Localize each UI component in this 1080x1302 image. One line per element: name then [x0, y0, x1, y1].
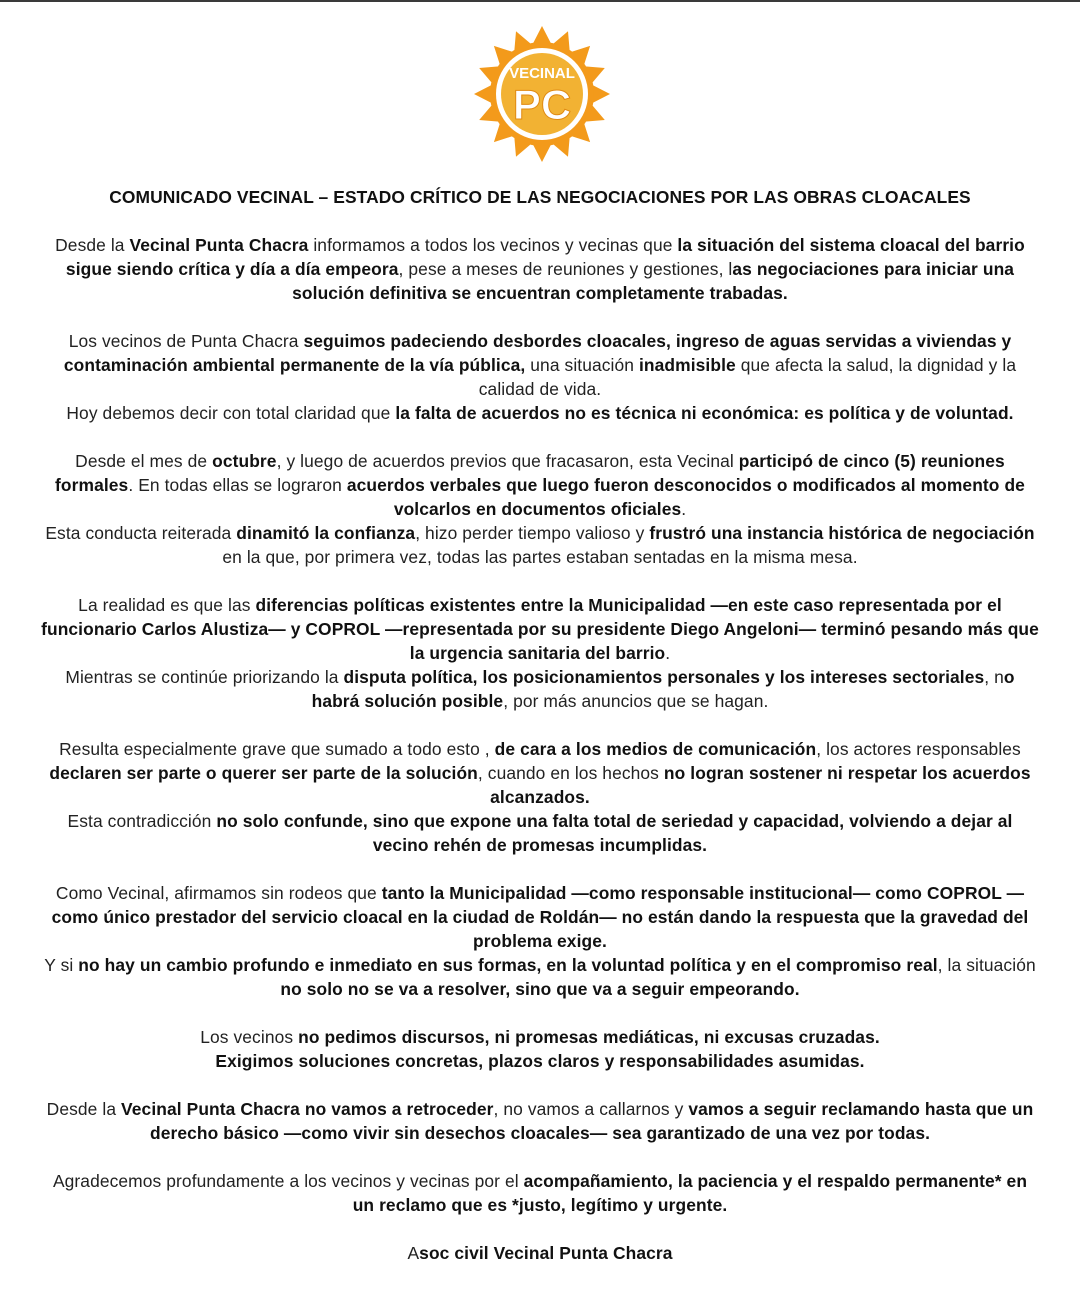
bold-text: no solo no se va a resolver, sino que va a seguir empeorando. — [280, 979, 800, 999]
text-run: que afecta la salud, la dignidad y la calidad de vida. — [478, 355, 1017, 399]
text-run: . — [681, 499, 687, 519]
document-body — [40, 233, 1040, 1265]
bold-text: disputa política, los posicionamientos personales y los intereses sectoriales — [343, 667, 985, 687]
paragraph — [40, 401, 1040, 425]
text-run: , por más anuncios que se hagan. — [503, 691, 769, 711]
paragraph — [40, 449, 1040, 521]
bold-text: soc civil Vecinal Punta Chacra — [419, 1243, 673, 1263]
paragraph — [40, 881, 1040, 953]
text-run: , y luego de acuerdos previos que fracasaron, esta Vecinal — [276, 451, 739, 471]
paragraph — [40, 1049, 1040, 1073]
text-run: , n — [984, 667, 1004, 687]
paragraph — [40, 1097, 1040, 1145]
bold-text: acuerdos verbales que luego fueron desconocidos o modificados al momento de volcarlos en documentos oficiales — [346, 475, 1025, 519]
bold-text: acompañamiento, la paciencia y el respaldo permanente* en un reclamo que es *justo, legítimo y urgente. — [352, 1171, 1028, 1215]
text-run: , pese a meses de reuniones y gestiones, l — [398, 259, 733, 279]
bold-text: declaren ser parte o querer ser parte de la solución — [49, 763, 478, 783]
text-run: A — [407, 1243, 420, 1263]
text-run: Desde la — [55, 235, 130, 255]
paragraph — [40, 233, 1040, 305]
text-run: Los vecinos — [200, 1027, 299, 1047]
vecinal-pc-logo — [472, 24, 612, 164]
text-run: , hizo perder tiempo valioso y — [415, 523, 650, 543]
text-run: La realidad es que las — [78, 595, 256, 615]
paragraph — [40, 1169, 1040, 1217]
bold-text: seguimos padeciendo desbordes cloacales, ingreso de aguas servidas a viviendas y contaminación ambiental permanente de la vía pública, — [63, 331, 1012, 375]
text-run: Hoy debemos decir con total claridad que — [66, 403, 396, 423]
bold-text: tanto la Municipalidad —como responsable institucional— como COPROL —como único prestador del servicio cloacal en la ciudad de Roldán— no están dando la respuesta que la gravedad del problema exige. — [51, 883, 1029, 951]
bold-text: inadmisible — [639, 355, 736, 375]
paragraph — [40, 665, 1040, 713]
bold-text: de cara a los medios de comunicación — [494, 739, 817, 759]
paragraph — [40, 953, 1040, 1001]
text-run: Mientras se continúe priorizando la — [65, 667, 344, 687]
text-run: Esta conducta reiterada — [45, 523, 237, 543]
bold-text: Vecinal Punta Chacra no vamos a retroceder — [121, 1099, 494, 1119]
bold-text: no logran sostener ni respetar los acuerdos alcanzados. — [490, 763, 1031, 807]
paragraph — [40, 329, 1040, 401]
text-run: , los actores responsables — [816, 739, 1021, 759]
text-run: Agradecemos profundamente a los vecinos y vecinas por el — [52, 1171, 524, 1191]
text-run: , la situación — [937, 955, 1036, 975]
text-run: Y si — [44, 955, 79, 975]
text-run: Los vecinos de Punta Chacra — [68, 331, 304, 351]
text-run: una situación — [525, 355, 639, 375]
text-run: . — [665, 643, 671, 663]
text-run: Desde la — [46, 1099, 122, 1119]
bold-text: Exigimos soluciones concretas, plazos claros y responsabilidades asumidas. — [215, 1051, 865, 1071]
top-border — [0, 0, 1080, 2]
document-title: COMUNICADO VECINAL – ESTADO CRÍTICO DE LAS NEGOCIACIONES POR LAS OBRAS CLOACALES — [109, 187, 971, 207]
text-run: Resulta especialmente grave que sumado a todo esto , — [59, 739, 495, 759]
paragraph — [40, 809, 1040, 857]
text-run: Desde el mes de — [75, 451, 213, 471]
text-run: en la que, por primera vez, todas las partes estaban sentadas en la misma mesa. — [222, 547, 858, 567]
text-run: . En todas ellas se lograron — [128, 475, 347, 495]
bold-text: octubre — [212, 451, 277, 471]
logo-label-top: VECINAL — [509, 65, 575, 82]
bold-text: dinamitó la confianza — [236, 523, 416, 543]
bold-text: as negociaciones para iniciar una solución definitiva se encuentran completamente trabadas. — [292, 259, 1015, 303]
text-run: , no vamos a callarnos y — [493, 1099, 689, 1119]
bold-text: Vecinal Punta Chacra — [129, 235, 309, 255]
text-run: Como Vecinal, afirmamos sin rodeos que — [55, 883, 382, 903]
bold-text: no pedimos discursos, ni promesas mediáticas, ni excusas cruzadas. — [298, 1027, 880, 1047]
bold-text: la situación del sistema cloacal del barrio sigue siendo crítica y día a día empeora — [65, 235, 1025, 279]
paragraph — [40, 593, 1040, 665]
paragraph — [40, 737, 1040, 809]
bold-text: la falta de acuerdos no es técnica ni económica: es política y de voluntad. — [395, 403, 1014, 423]
text-run: informamos a todos los vecinos y vecinas que — [308, 235, 678, 255]
paragraph — [40, 521, 1040, 569]
text-run: , cuando en los hechos — [477, 763, 664, 783]
logo-label-main: PC — [512, 81, 572, 128]
bold-text: frustró una instancia histórica de negociación — [649, 523, 1035, 543]
communique — [40, 185, 1040, 1265]
paragraph — [40, 1025, 1040, 1049]
text-run: Esta contradicción — [67, 811, 217, 831]
paragraph — [40, 1241, 1040, 1265]
bold-text: no solo confunde, sino que expone una falta total de seriedad y capacidad, volviendo a dejar al vecino rehén de promesas incumplidas. — [216, 811, 1013, 855]
bold-text: participó de cinco (5) reuniones formales — [55, 451, 1005, 495]
bold-text: o habrá solución posible — [311, 667, 1015, 711]
bold-text: no hay un cambio profundo e inmediato en sus formas, en la voluntad política y en el compromiso real — [78, 955, 938, 975]
bold-text: diferencias políticas existentes entre la Municipalidad —en este caso representada por el funcionario Carlos Alustiza— y COPROL —representada por su presidente Diego Angeloni— terminó pesando más que la urgencia sanitaria del barrio — [41, 595, 1039, 663]
bold-text: vamos a seguir reclamando hasta que un derecho básico —como vivir sin desechos cloacales— sea garantizado de una vez por todas. — [149, 1099, 1034, 1143]
